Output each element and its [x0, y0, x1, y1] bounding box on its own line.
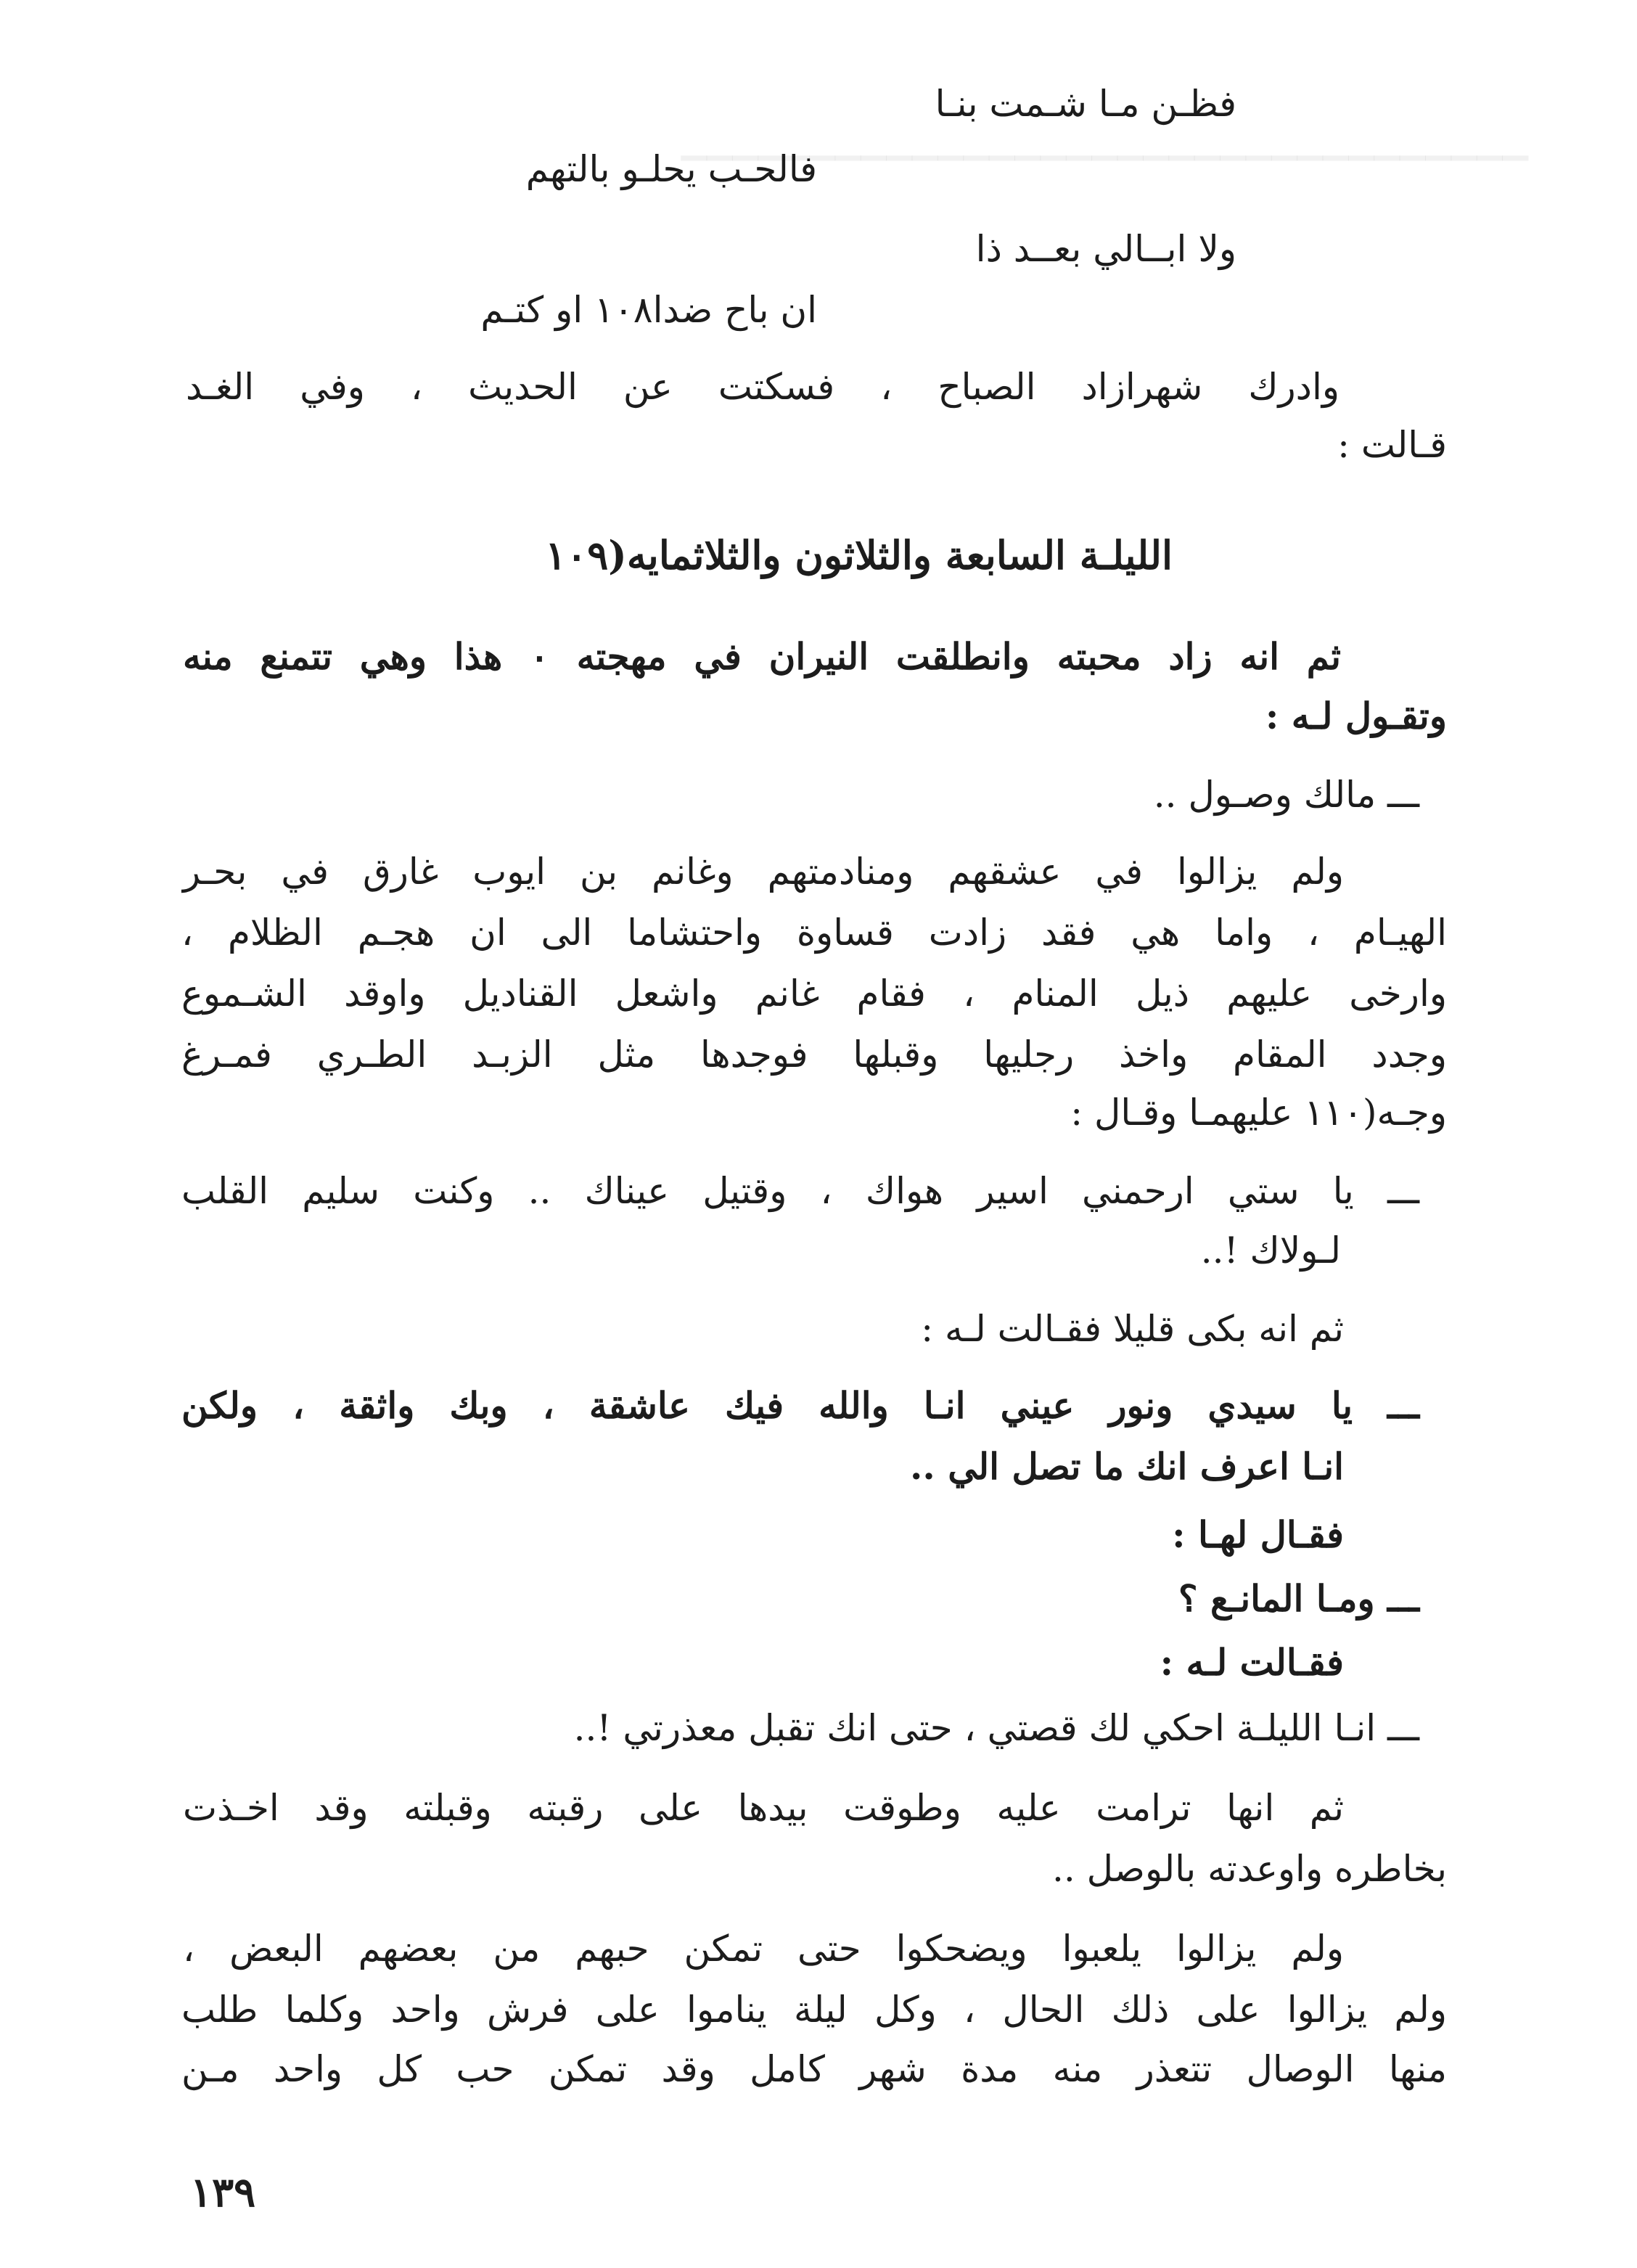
- body-line-12: ـــ يا سيدي ونور عيني انـا والله فيك عاشقة ، وبك واثقة ، ولكن: [181, 1384, 1419, 1427]
- night-heading: الليلـة السابعة والثلاثون والثلاثمايه(١٠٩: [545, 532, 1173, 578]
- body-line-8: وجـه(١١٠ عليهمـا وقـال :: [1070, 1092, 1447, 1134]
- body-line-1: ثم انه زاد محبته وانطلقت النيران في مهجته ٠ هذا وهي تتمنع منه: [183, 635, 1341, 678]
- poem-line-1: فظـن مـا شـمت بنـا: [935, 83, 1236, 125]
- body-line-11: ثم انه بكى قليلا فقـالت لـه :: [921, 1308, 1344, 1350]
- body-line-6: وارخى عليهم ذيل المنام ، فقام غانم واشعل القناديل واوقد الشـموع: [181, 973, 1447, 1015]
- body-line-16: فقـالت لـه :: [1160, 1641, 1344, 1684]
- poem-line-4: ان باح ضدا١٠٨ او كتـم: [480, 289, 817, 331]
- body-line-22: منها الوصال تتعذر منه مدة شهر كامل وقد تمكن حب كل واحد مـن: [181, 2048, 1447, 2090]
- body-line-19: بخاطره واوعدته بالوصل ..: [1052, 1848, 1447, 1890]
- body-line-18: ثم انها ترامت عليه وطوقت بيدها على رقبته وقبلته وقد اخـذت: [183, 1787, 1344, 1829]
- body-line-15: ـــ ومـا المانـع ؟: [1178, 1577, 1419, 1620]
- body-line-14: فقـال لهـا :: [1172, 1513, 1344, 1556]
- body-line-5: الهيـام ، واما هي فقد زادت قساوة واحتشاما الى ان هجـم الظلام ،: [181, 912, 1447, 954]
- intro-line-2: قـالت :: [1337, 424, 1447, 466]
- poem-line-2: فالحـب يحلـو بالتهم: [525, 148, 817, 190]
- body-line-17: ـــ انـا الليلـة احكي لك قصتي ، حتى انك تقبل معذرتي !..: [573, 1707, 1419, 1749]
- page-number: ١٣٩: [190, 2169, 256, 2216]
- body-line-3: ـــ مالك وصـول ..: [1153, 774, 1419, 816]
- show-through-texture: ▁▁▁▁▁▁▁▁▁▁▁▁▁▁▁▁▁▁▁▁▁▁▁▁▁▁▁▁▁▁▁▁▁: [681, 121, 1528, 160]
- intro-line-1: وادرك شهرازاد الصباح ، فسكتت عن الحديث ، وفي الغـد: [186, 366, 1339, 408]
- body-line-13: انـا اعرف انك ما تصل الي ..: [910, 1445, 1344, 1488]
- body-line-10: لـولاك !..: [1200, 1229, 1341, 1272]
- body-line-20: ولم يزالوا يلعبوا ويضحكوا حتى تمكن حبهم من بعضهم البعض ،: [183, 1928, 1344, 1970]
- body-line-7: وجدد المقام واخذ رجليها وقبلها فوجدها مثل الزبـد الطـري فمـرغ: [181, 1033, 1447, 1076]
- body-line-21: ولم يزالوا على ذلك الحال ، وكل ليلة يناموا على فرش واحد وكلما طلب: [181, 1989, 1447, 2031]
- body-line-9: ـــ يا ستي ارحمني اسير هواك ، وقتيل عيناك .. وكنت سليم القلب: [181, 1170, 1419, 1212]
- poem-line-3: ولا ابــالي بعــد ذا: [975, 228, 1236, 270]
- body-line-4: ولم يزالوا في عشقهم ومنادمتهم وغانم بن ايوب غارق في بحـر: [183, 851, 1344, 893]
- body-line-2: وتقـول لـه :: [1265, 695, 1447, 737]
